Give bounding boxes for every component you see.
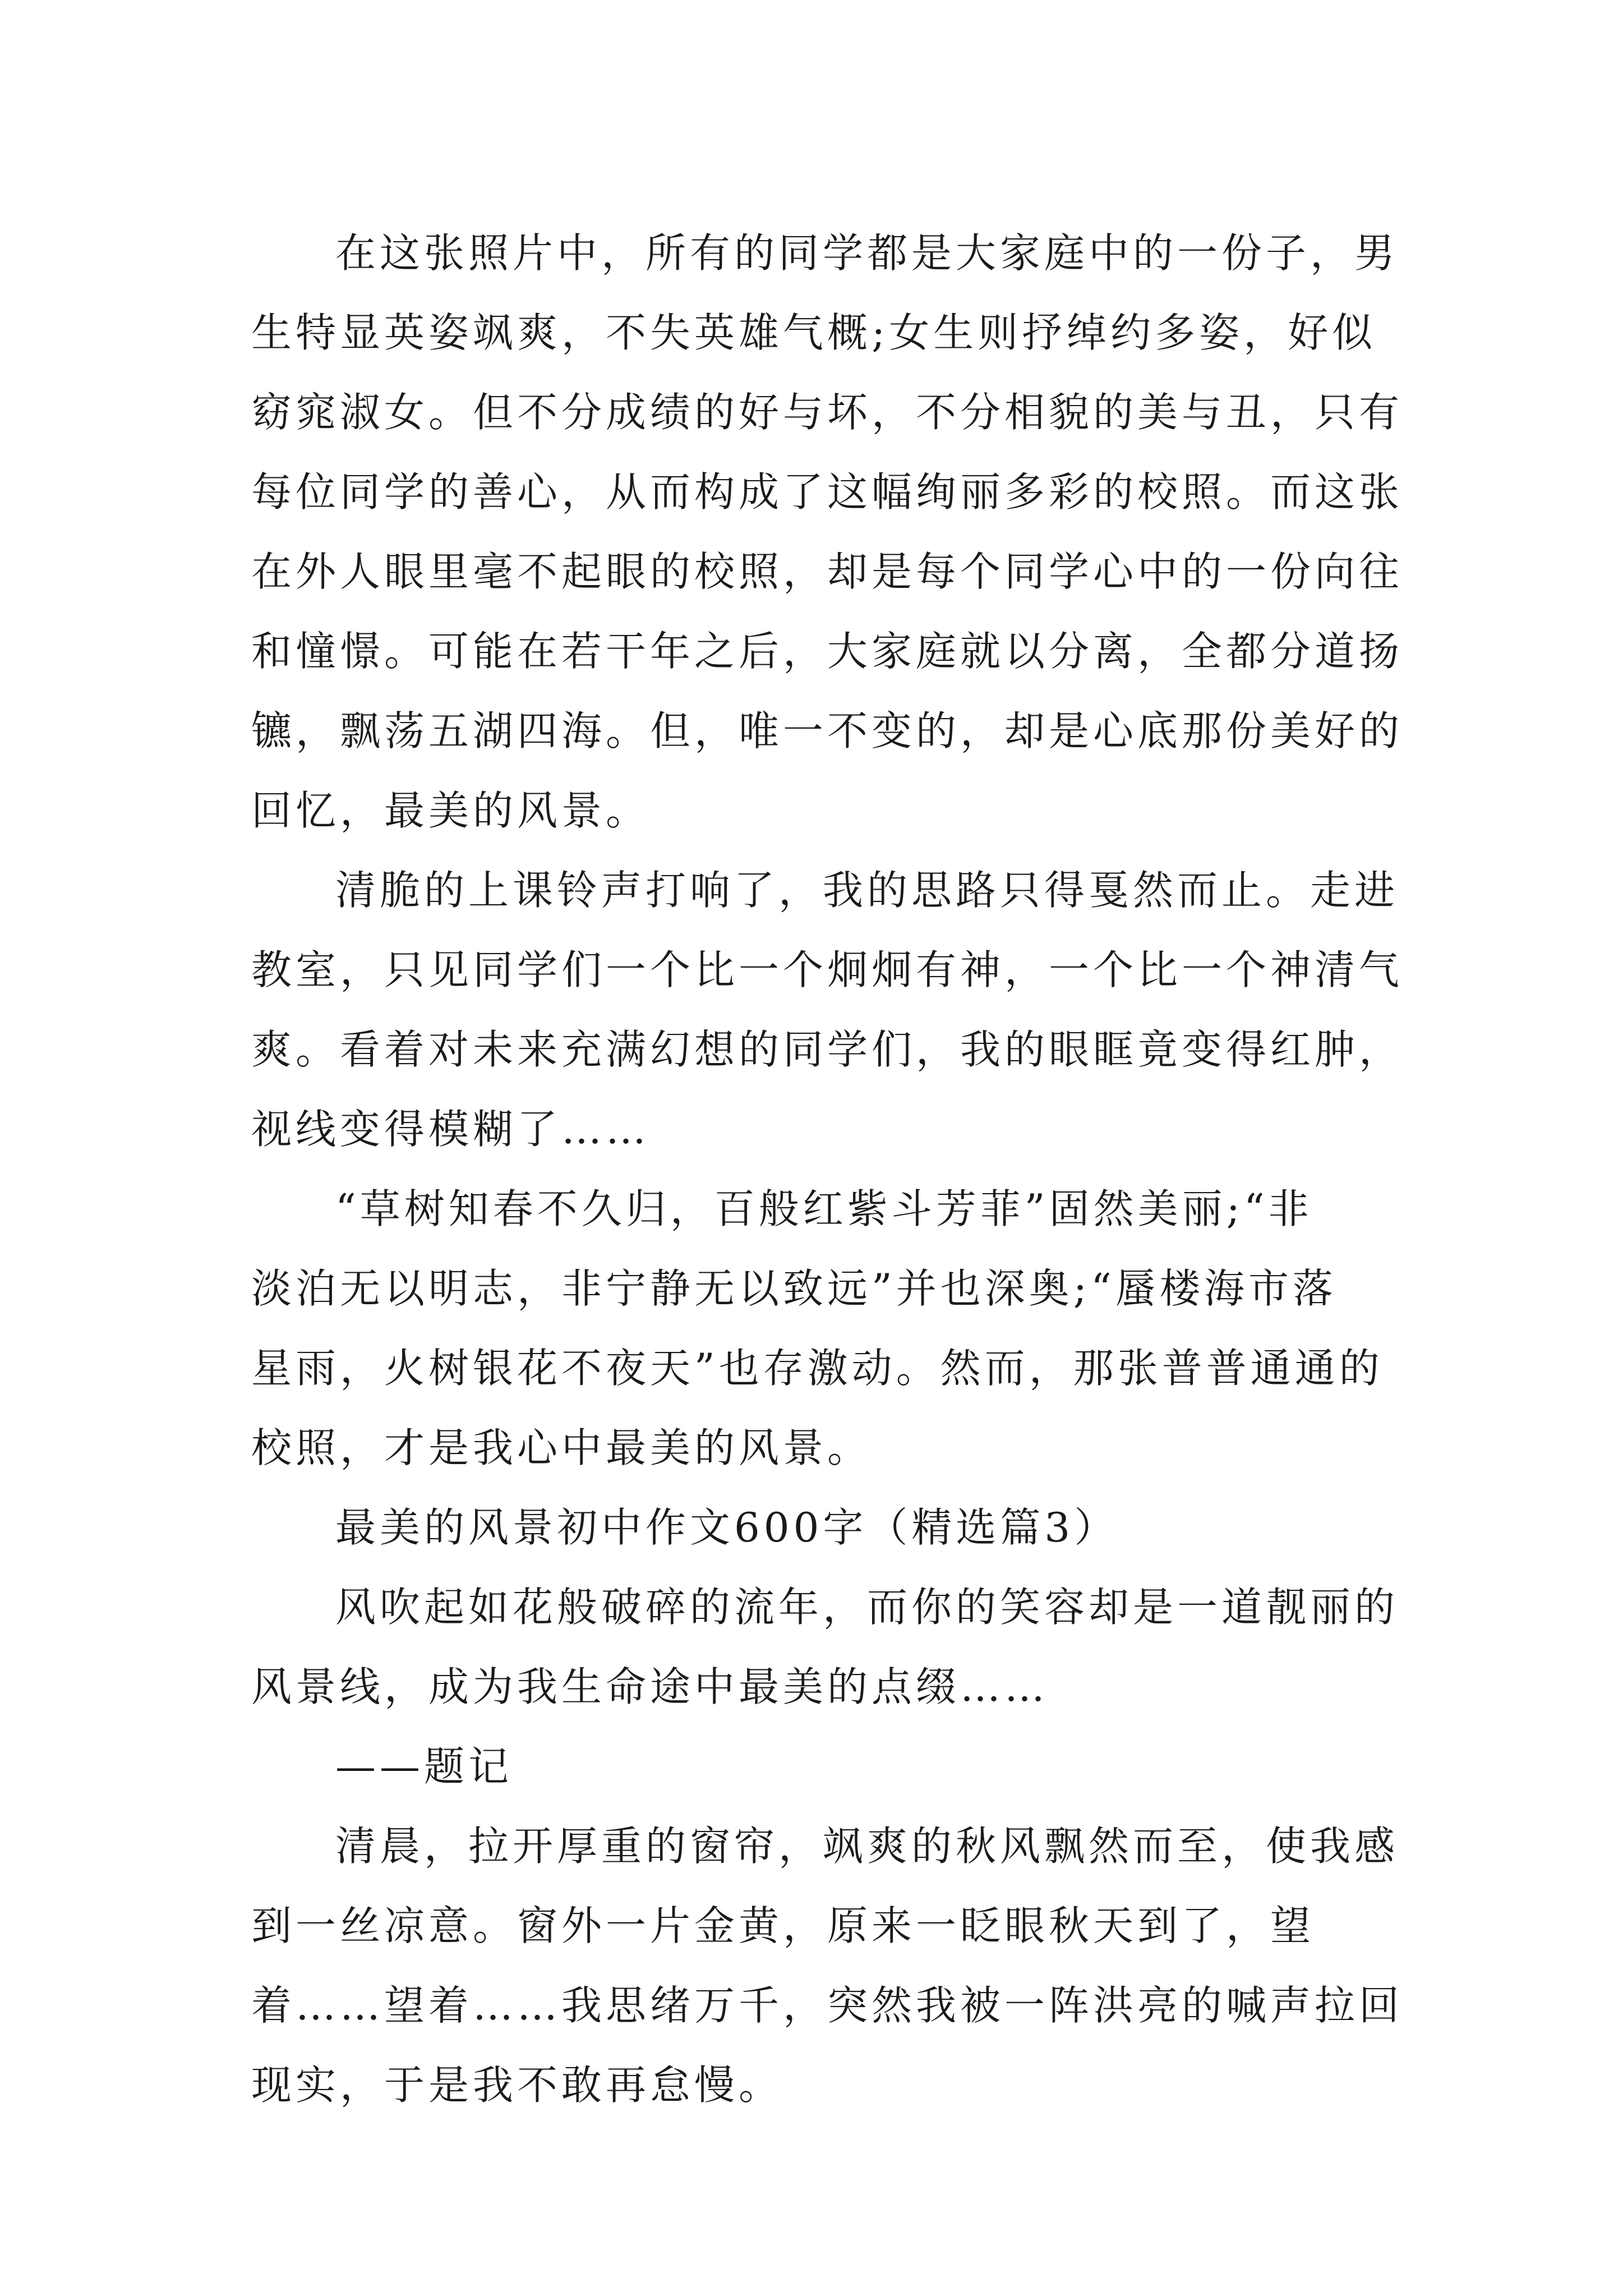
text-line: 爽。看着对未来充满幻想的同学们，我的眼眶竟变得红肿， [251, 1026, 1404, 1073]
text-line: 淡泊无以明志，非宁静无以致远”并也深奥;“蜃楼海市落 [251, 1265, 1337, 1312]
text-line: 回忆，最美的风景。 [251, 787, 651, 834]
text-line: 和憧憬。可能在若干年之后，大家庭就以分离，全都分道扬 [251, 628, 1404, 675]
text-line: 教室，只见同学们一个比一个炯炯有神，一个比一个神清气 [251, 946, 1404, 993]
text-line: 视线变得模糊了…… [251, 1106, 651, 1153]
text-line: 着……望着……我思绪万千，突然我被一阵洪亮的喊声拉回 [251, 1982, 1404, 2029]
text-line: 镳，飘荡五湖四海。但，唯一不变的，却是心底那份美好的 [251, 707, 1404, 754]
text-line: 在外人眼里毫不起眼的校照，却是每个同学心中的一份向往 [251, 548, 1404, 595]
text-line: 到一丝凉意。窗外一片金黄，原来一眨眼秋天到了，望 [251, 1902, 1315, 1949]
text-line: 星雨，火树银花不夜天”也存激动。然而，那张普普通通的 [251, 1345, 1384, 1392]
text-line: 清脆的上课铃声打响了，我的思路只得戛然而止。走进 [335, 867, 1399, 914]
text-line: “草树知春不久归，百般红紫斗芳菲”固然美丽;“非 [335, 1185, 1313, 1232]
text-line: 校照，才是我心中最美的风景。 [251, 1424, 872, 1471]
text-line: 风景线，成为我生命途中最美的点缀…… [251, 1663, 1049, 1710]
text-line: 在这张照片中，所有的同学都是大家庭中的一份子，男 [335, 229, 1399, 277]
text-line: 生特显英姿飒爽，不失英雄气概;女生则抒绰约多姿，好似 [251, 309, 1377, 356]
document-body [251, 213, 1404, 2125]
text-line: 现实，于是我不敢再怠慢。 [251, 2062, 783, 2109]
text-line: 窈窕淑女。但不分成绩的好与坏，不分相貌的美与丑，只有 [251, 389, 1404, 436]
text-line: 每位同学的善心，从而构成了这幅绚丽多彩的校照。而这张 [251, 468, 1404, 516]
text-line: 风吹起如花般破碎的流年，而你的笑容却是一道靓丽的 [335, 1584, 1399, 1631]
epigraph-attribution: ——题记 [335, 1743, 513, 1790]
section-heading: 最美的风景初中作文600字（精选篇3） [335, 1504, 1119, 1551]
text-line: 清晨，拉开厚重的窗帘，飒爽的秋风飘然而至，使我感 [335, 1823, 1399, 1870]
